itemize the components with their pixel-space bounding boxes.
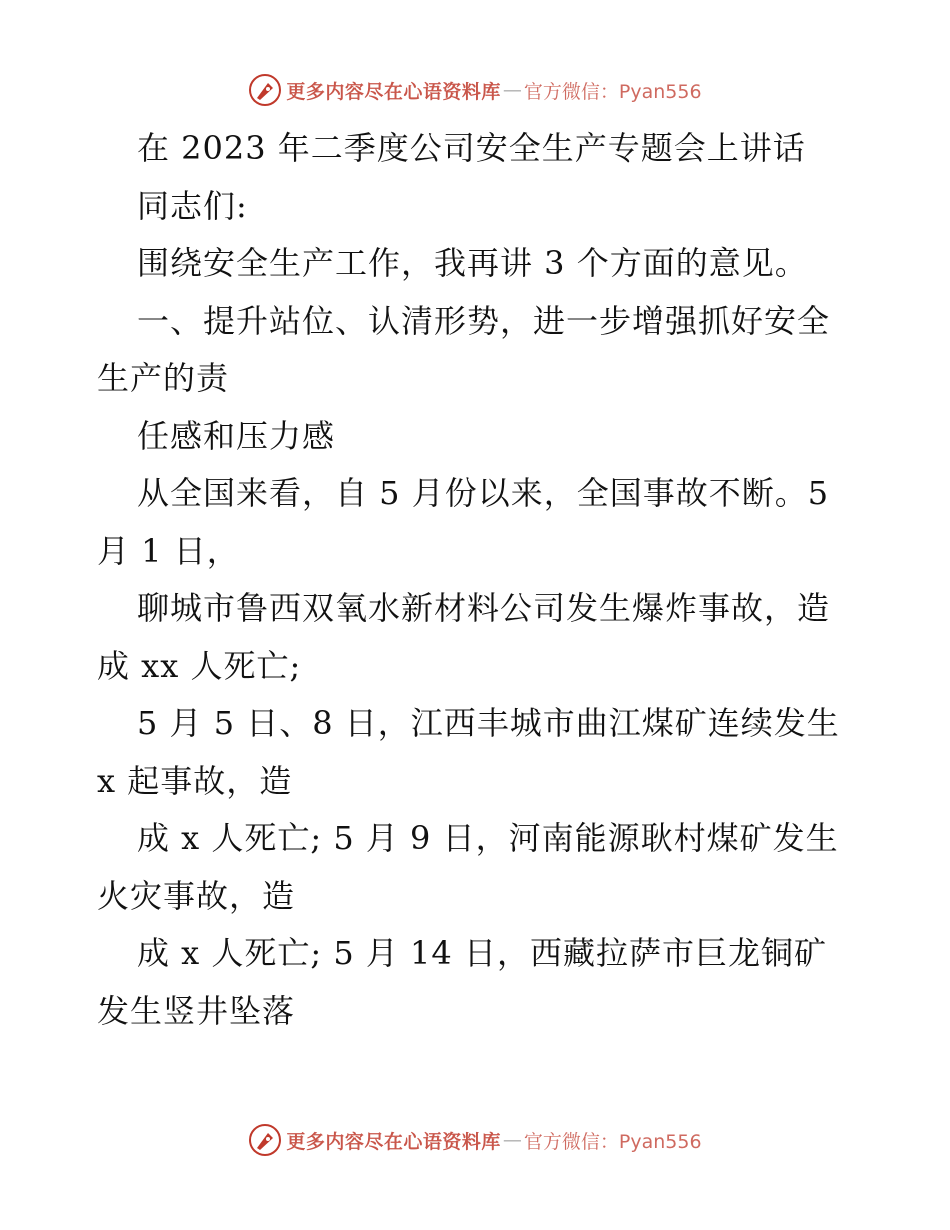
document-body	[97, 120, 857, 1040]
paragraph-line: 成 x 人死亡; 5 月 9 日，河南能源耿村煤矿发生	[137, 819, 839, 857]
salutation: 同志们:	[137, 186, 248, 225]
section-heading-line: 一、提升站位、认清形势，进一步增强抓好安全	[137, 301, 831, 340]
watermark-site-text: 更多内容尽在心语资料库	[286, 80, 501, 103]
paragraph-line: 5 月 5 日、8 日，江西丰城市曲江煤矿连续发生	[137, 704, 840, 742]
watermark-wechat-text: 官方微信：Pyan556	[523, 1130, 702, 1153]
watermark-site-text: 更多内容尽在心语资料库	[286, 1130, 501, 1153]
header-watermark	[0, 70, 950, 110]
watermark-wechat-text: 官方微信：Pyan556	[523, 80, 702, 103]
document-title: 在 2023 年二季度公司安全生产专题会上讲话	[137, 129, 806, 167]
section-heading-line: 生产的责	[97, 359, 230, 397]
section-heading-line: 任感和压力感	[137, 416, 336, 455]
paragraph-line: 围绕安全生产工作，我再讲 3 个方面的意见。	[137, 244, 808, 282]
paragraph-line: 从全国来看，自 5 月份以来，全国事故不断。5	[137, 474, 830, 512]
paragraph-line: 火灾事故，造	[97, 876, 296, 915]
pen-nib-logo-icon	[248, 1123, 282, 1157]
paragraph-line: 成 xx 人死亡;	[97, 646, 302, 685]
watermark-dash: —	[502, 79, 522, 101]
paragraph-line: 成 x 人死亡; 5 月 14 日，西藏拉萨市巨龙铜矿	[137, 934, 827, 972]
paragraph-line: 聊城市鲁西双氧水新材料公司发生爆炸事故，造	[137, 589, 831, 627]
pen-nib-logo-icon	[248, 73, 282, 107]
paragraph-line: 发生竖井坠落	[97, 991, 296, 1030]
paragraph-line: 月 1 日，	[97, 531, 240, 570]
paragraph-line: x 起事故，造	[97, 761, 293, 800]
watermark-dash: —	[502, 1129, 522, 1151]
footer-watermark	[0, 1120, 950, 1160]
